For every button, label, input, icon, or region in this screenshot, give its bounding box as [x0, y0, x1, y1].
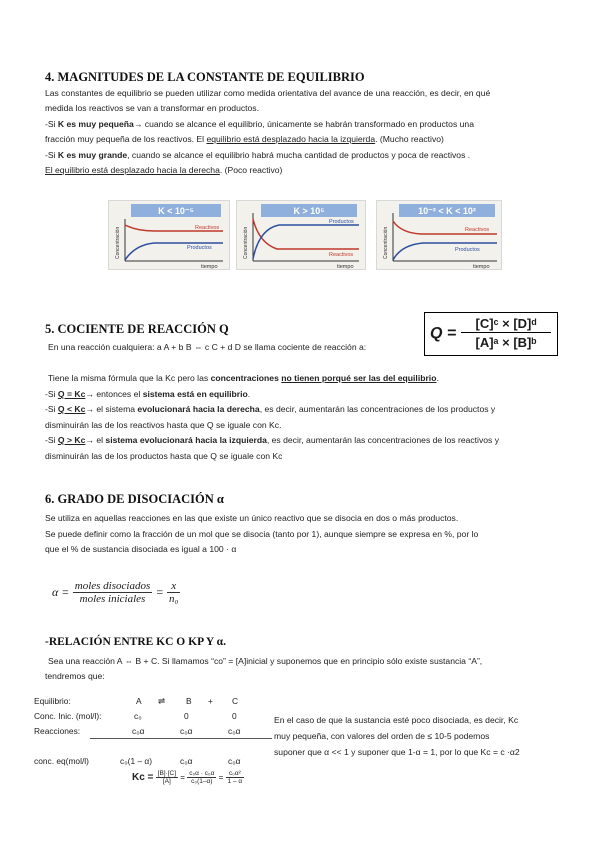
graph1-top-label: Reactivos	[195, 225, 220, 231]
table-row1-label: Conc. Inic. (mol/l):	[34, 711, 102, 721]
s5-line2	[45, 387, 250, 402]
s5-l2-pre: -Si	[45, 389, 58, 399]
table-header-A: A	[136, 696, 142, 706]
relation-line1: Sea una reacción A ⇔ B + C. Si llamamos “co” = [A]inicial y suponemos que en principio sólo existe sustancia “A”,	[48, 656, 483, 666]
kc-f3-den: 1 – α	[227, 778, 243, 785]
s4-l3-pre: -Si	[45, 150, 58, 160]
graph3-title: 10⁻² < K < 10²	[418, 206, 476, 216]
graph-k-small	[108, 200, 230, 270]
s4-l3-rest: , cuando se alcance el equilibrio habrá mucha cantidad de productos y poca de reactivos .	[127, 150, 471, 160]
table-row3-C: c₀α	[228, 756, 241, 766]
table-divider	[90, 738, 272, 739]
graph3-xlabel: tiempo	[473, 264, 490, 269]
section-5-title: 5. COCIENTE DE REACCIÓN Q	[45, 322, 229, 336]
s6-p2: Se puede definir como la fracción de un mol que se disocia (tanto por 1), aunque siempre se expresa en %, por lo	[45, 529, 479, 539]
s4-l4-underline: El equilibrio está desplazado hacia la derecha	[45, 165, 220, 175]
table-row2-B: c₀α	[180, 726, 193, 736]
kc-f3-num: c₀α²	[226, 770, 245, 778]
s5-l1-bold: concentraciones	[210, 373, 279, 383]
s5-line5	[45, 433, 499, 448]
s4-k-large-line	[45, 148, 470, 163]
s5-l5-mid: → el	[85, 435, 106, 445]
table-row2-A: c₀α	[132, 726, 145, 736]
kc-eq1: =	[180, 773, 185, 782]
s4-k-small-arrow: →	[133, 119, 143, 129]
table-row1-B: 0	[184, 711, 189, 721]
s5-line4: disminuirán las de los reactivos hasta que Q se iguale con Kc.	[45, 420, 282, 430]
s5-l3-post: , es decir, aumentarán las concentraciones de los productos y	[259, 404, 496, 414]
graph3-bottom-label: Productos	[455, 247, 480, 253]
kc-lhs: Kc =	[132, 772, 154, 783]
note-line2: muy pequeña, con valores del orden de ≤ 10-5 podemos	[274, 731, 490, 741]
s4-k-small-line	[45, 117, 474, 132]
alpha-eq-frac1	[73, 580, 152, 605]
s5-l3-underline: Q < Kc	[57, 404, 86, 414]
alpha-eq-den2: n₀	[169, 593, 179, 605]
q-formula-denominator: [A]ᵃ × [B]ᵇ	[475, 335, 537, 350]
alpha-equation	[52, 580, 180, 605]
kc-frac3	[226, 770, 245, 785]
s5-l5-underline: Q > Kc	[57, 435, 86, 445]
graph1-title: K < 10⁻⁵	[158, 206, 194, 216]
kc-frac2	[187, 770, 216, 785]
s4-l3-bold: K es muy grande	[57, 150, 128, 160]
kc-eq2: =	[218, 773, 224, 782]
table-row1-C: 0	[232, 711, 237, 721]
table-row1-A: c₀	[134, 711, 142, 721]
s4-k-small-bold: K es muy pequeña	[57, 119, 134, 129]
s5-l1-underline: no tienen porqué ser las del equilibrio	[281, 373, 437, 383]
alpha-eq-frac2	[167, 580, 180, 605]
s5-l1-post: .	[436, 373, 439, 383]
s4-paragraph-line2: medida los reactivos se van a transformar en productos.	[45, 103, 259, 113]
graph3-top-label: Reactivos	[465, 227, 490, 233]
table-header-label: Equilibrio:	[34, 696, 71, 706]
s4-k-small-pre: -Si	[45, 119, 58, 129]
s5-l2-underline: Q = Kc	[57, 389, 86, 399]
equilibrium-table	[34, 696, 274, 816]
s5-l3-bold: evolucionará hacia la derecha	[137, 404, 260, 414]
graph-k-medium	[376, 200, 502, 270]
q-formula-lhs: Q =	[430, 325, 457, 342]
graph2-xlabel: tiempo	[337, 264, 354, 269]
s5-l2-bold: sistema está en equilibrio	[142, 389, 248, 399]
kc-expression	[132, 770, 244, 785]
table-header-arrow: ⇌	[158, 696, 166, 706]
s5-l5-post: , es decir, aumentarán las concentraciones de los reactivos y	[266, 435, 500, 445]
s4-k-small-line2	[45, 132, 444, 147]
s4-l2-post: . (Mucho reactivo)	[375, 134, 444, 144]
alpha-eq-equals: =	[155, 585, 164, 599]
alpha-eq-num1: moles disociados	[74, 580, 151, 592]
table-header-B: B	[186, 696, 192, 706]
q-formula-box	[424, 312, 558, 356]
note-line3: suponer que α << 1 y suponer que 1-α = 1, por lo que Kc = c ·α2	[274, 747, 520, 757]
s4-k-small-rest: cuando se alcance el equilibrio, únicamente se habrán transformado en productos una	[142, 119, 474, 129]
table-row2-C: c₀α	[228, 726, 241, 736]
s4-l2-underline: equilibrio está desplazado hacia la izquierda	[206, 134, 376, 144]
graph1-ylabel: Concentración	[115, 226, 121, 259]
section-6-title: 6. GRADO DE DISOCIACIÓN α	[45, 492, 224, 506]
relation-line2: tendremos que:	[45, 671, 105, 681]
section-4-title: 4. MAGNITUDES DE LA CONSTANTE DE EQUILIBRIO	[45, 70, 365, 84]
s5-l2-mid: → entonces el	[85, 389, 143, 399]
s5-l5-bold: sistema evolucionará hacia la izquierda	[105, 435, 267, 445]
graph2-top-label: Productos	[329, 219, 354, 225]
graph-k-large	[236, 200, 366, 270]
kc-frac1	[156, 770, 178, 785]
graph3-ylabel: Concentración	[383, 226, 389, 259]
kc-f1-num: [B]·[C]	[157, 770, 177, 777]
s4-l4-post: . (Poco reactivo)	[219, 165, 283, 175]
kc-f2-num: c₀α · c₀α	[189, 770, 215, 777]
s4-l2-pre: fracción muy pequeña de los reactivos. El	[45, 134, 207, 144]
table-row2-label: Reacciones:	[34, 726, 81, 736]
s4-paragraph-line1: Las constantes de equilibrio se pueden utilizar como medida orientativa del avance de una reacción, es decir, en qué	[45, 88, 491, 98]
graph2-bottom-label: Reactivos	[329, 252, 354, 258]
table-header-plus: +	[208, 696, 213, 706]
s6-p3: que el % de sustancia disociada es igual a 100 · α	[45, 544, 237, 554]
s5-line1	[48, 371, 439, 386]
s5-l5-pre: -Si	[45, 435, 58, 445]
graph1-xlabel: tiempo	[201, 264, 218, 269]
s5-intro: En una reacción cualquiera: a A + b B ⇔ c C + d D se llama cociente de reacción a:	[48, 342, 367, 352]
kc-f2-den: c₀(1–α)	[191, 778, 213, 785]
alpha-eq-lhs: α =	[52, 585, 70, 599]
alpha-eq-num2: x	[167, 580, 180, 593]
table-row3-B: c₀α	[180, 756, 193, 766]
s5-l2-post: .	[247, 389, 251, 399]
relation-title: -RELACIÓN ENTRE KC O KP Y α.	[45, 636, 226, 648]
kc-f1-den: [A]	[162, 778, 171, 785]
alpha-eq-den1: moles iniciales	[79, 593, 146, 605]
s5-line3	[45, 402, 495, 417]
s5-l3-mid: → el sistema	[85, 404, 138, 414]
s5-l3-pre: -Si	[45, 404, 58, 414]
graph2-title: K > 10⁵	[293, 206, 325, 216]
table-header-C: C	[232, 696, 239, 706]
graph1-bottom-label: Productos	[187, 245, 212, 251]
table-row3-label: conc. eq(mol/l)	[34, 756, 89, 766]
graph2-ylabel: Concentración	[243, 226, 249, 259]
s6-p1: Se utiliza en aquellas reacciones en las que existe un único reactivo que se disocia en dos o más productos.	[45, 513, 459, 523]
s5-line6: disminuirán las de los productos hasta que Q se iguale con Kc	[45, 451, 283, 461]
q-formula-numerator: [C]ᶜ × [D]ᵈ	[461, 316, 551, 333]
s5-l1-pre: Tiene la misma fórmula que la Kc pero las	[48, 373, 211, 383]
s4-k-large-line2	[45, 163, 282, 178]
note-line1: En el caso de que la sustancia esté poco disociada, es decir, Kc	[274, 715, 519, 725]
table-row3-A: c₀(1 – α)	[120, 756, 153, 766]
